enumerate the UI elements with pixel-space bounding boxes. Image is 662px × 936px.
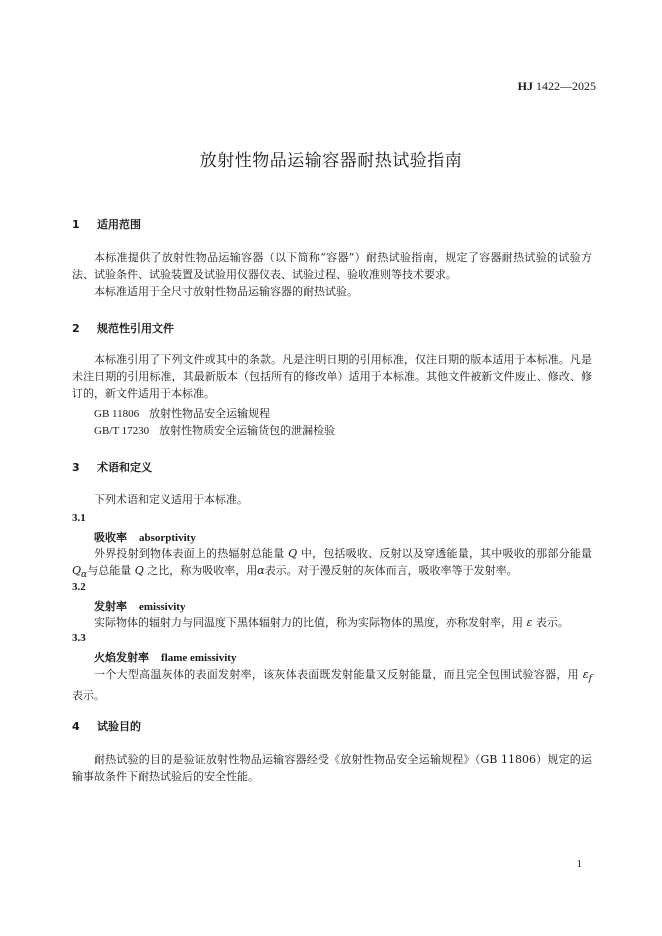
section-1-heading [72,216,141,232]
term-chinese: 发射率 [94,600,127,613]
term-definition: 一个大型高温灰体的表面发射率，该灰体表面既发射能量又反射能量，而且完全包围试验容器，用 $\varepsilon_f$ 表示。 [72,668,592,703]
term-definition: 外界投射到物体表面上的热辐射总能量 Q 中，包括吸收、反射以及穿透能量，其中吸收的那部分能量 $Q_\alpha$与总能量 Q 之比，称为吸收率，用α表示。对于漫反射的灰体而言，吸收率等于发射率。 [72,547,592,581]
term-heading [94,649,236,665]
section-1-paragraph-1: 本标准提供了放射性物品运输容器（以下简称“容器”）耐热试验指南，规定了容器耐热试验的试验方法、试验条件、试验装置及试验用仪器仪表、试验过程、验收准则等技术要求。 [72,251,592,281]
section-3-intro: 下列术语和定义适用于本标准。 [94,493,248,506]
term-heading [94,529,196,545]
document-title: 放射性物品运输容器耐热试验指南 [199,151,463,171]
section-title: 试验目的 [97,720,141,733]
section-number: 3 [72,461,80,474]
reference-name: 放射性物品安全运输规程 [149,407,271,420]
term-chinese: 火焰发射率 [94,651,149,664]
section-4-heading [72,718,141,734]
standard-code: 1422—2025 [536,79,596,93]
term-chinese: 吸收率 [94,531,127,544]
page-number: 1 [576,858,582,870]
section-title: 术语和定义 [97,461,152,474]
section-title: 适用范围 [97,218,141,231]
section-4-paragraph-1: 耐热试验的目的是验证放射性物品运输容器经受《放射性物品安全运输规程》（GB 11806）规定的运输事故条件下耐热试验后的安全性能。 [72,753,592,783]
section-2-paragraph-1: 本标准引用了下列文件或其中的条款。凡是注明日期的引用标准，仅注日期的版本适用于本标准。凡是未注日期的引用标准，其最新版本（包括所有的修改单）适用于本标准。其他文件被新文件废止、修改、修订的，新文件适用于本标准。 [72,353,592,400]
term-heading [94,598,185,614]
term-number: 3.2 [72,581,86,593]
section-2-heading [72,320,174,336]
normative-reference [94,422,335,440]
term-definition: 实际物体的辐射力与同温度下黑体辐射力的比值，称为实际物体的黑度，亦称发射率，用 ε 表示。 [94,616,569,629]
section-title: 规范性引用文件 [97,322,174,335]
term-number: 3.1 [72,512,86,524]
term-number: 3.3 [72,632,86,644]
section-number: 4 [72,720,80,733]
standard-number [518,79,596,94]
normative-reference [94,405,270,423]
standard-prefix: HJ [517,79,533,93]
reference-code: GB/T 17230 [94,425,150,437]
reference-code: GB 11806 [94,408,140,420]
reference-name: 放射性物质安全运输货包的泄漏检验 [159,424,336,437]
section-1-paragraph-2: 本标准适用于全尺寸放射性物品运输容器的耐热试验。 [94,285,358,298]
section-number: 2 [72,322,80,335]
section-3-heading [72,459,152,475]
term-english: absorptivity [139,532,196,544]
term-english: emissivity [139,601,186,613]
section-number: 1 [72,218,80,231]
term-english: flame emissivity [161,652,237,664]
